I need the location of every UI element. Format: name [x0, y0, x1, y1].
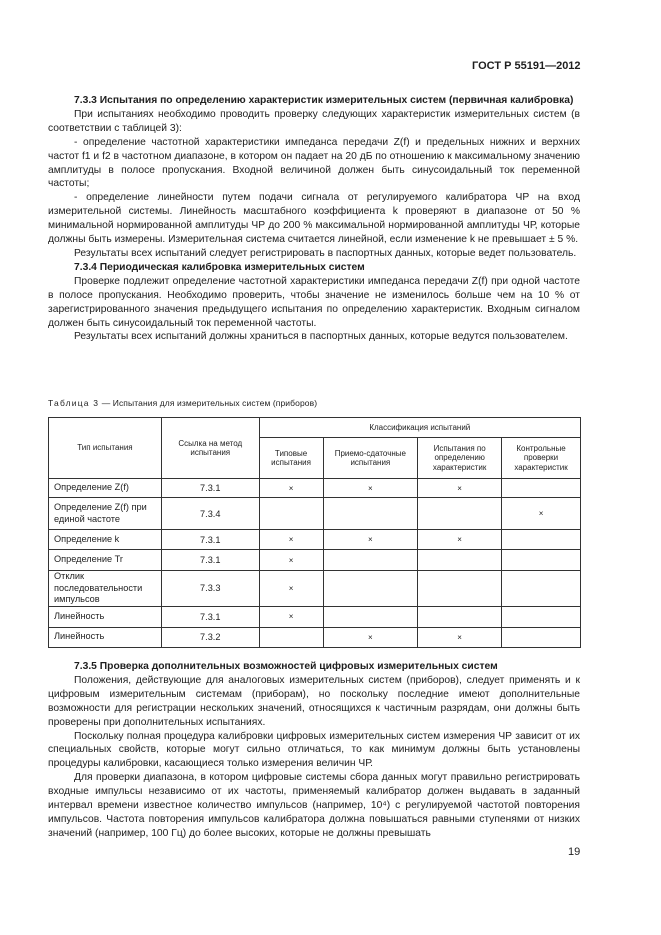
cell-mark: ×: [323, 530, 418, 550]
cell-mark: [259, 498, 323, 530]
header-method-ref: Ссылка на метод испытания: [161, 418, 259, 479]
header-characteristics: Испытания по определению характеристик: [418, 438, 502, 479]
paragraph: - определение линейности путем подачи сигнала от регулируемого калибратора ЧР на вход измерительной системы. Линейность масштабного коэффициента k проверяют в диапазоне от 50 % минимальной нормированной амплитуды ЧР до 200 % максимальной нормированной амплитуды ЧР, которые должны быть измерены. Измерительная система считается линейной, если изменение k не превышает ± 5 %.: [48, 192, 580, 246]
cell-mark: ×: [259, 530, 323, 550]
cell-mark: [418, 550, 502, 571]
cell-mark: ×: [323, 479, 418, 498]
cell-mark: [259, 627, 323, 647]
cell-mark: ×: [323, 627, 418, 647]
cell-mark: ×: [418, 530, 502, 550]
row-name: Отклик последовательности импульсов: [49, 571, 162, 607]
row-ref: 7.3.4: [161, 498, 259, 530]
paragraph: Проверке подлежит определение частотной характеристики импеданса передачи Z(f) при одной частоте в полосе пропускания. Необходимо проверить, чтобы значение не изменилось больше чем на 10 % от зарегистрированного значения предыдущего испытания по определению характеристик. Входным сигналом должен быть синусоидальный ток переменной частоты.: [48, 275, 580, 329]
cell-mark: [418, 498, 502, 530]
header-test-type: Тип испытания: [49, 418, 162, 479]
row-ref: 7.3.1: [161, 606, 259, 627]
header-classification: Классификация испытаний: [259, 418, 580, 438]
paragraph: Поскольку полная процедура калибровки цифровых измерительных систем измерения ЧР зависит от их специальных свойств, которые могут сильно отличаться, то как минимум должны быть установлены процедуры калибровки, касающиеся только измерения величин ЧР.: [48, 730, 580, 770]
row-name: Линейность: [49, 606, 162, 627]
cell-mark: ×: [259, 571, 323, 607]
cell-mark: ×: [502, 498, 581, 530]
paragraph: Результаты всех испытаний должны храниться в паспортных данных, которые ведутся пользователем.: [74, 331, 568, 343]
cell-mark: ×: [259, 479, 323, 498]
table-caption: [48, 398, 317, 408]
tests-table: [48, 417, 581, 648]
cell-mark: [418, 606, 502, 627]
section-heading: 7.3.5 Проверка дополнительных возможностей цифровых измерительных систем: [74, 661, 498, 672]
table-caption-text: — Испытания для измерительных систем (приборов): [101, 398, 318, 408]
cell-mark: [323, 550, 418, 571]
paragraph: Положения, действующие для аналоговых измерительных систем (приборов), следует применять и к цифровым измерительным системам (приборам), но поскольку последние имеют дополнительные возможности для регистрации нескольких значений, относящихся к частичным разрядам, они должны быть проверены при дополнительных испытаниях.: [48, 674, 580, 728]
cell-mark: [502, 479, 581, 498]
row-ref: 7.3.1: [161, 550, 259, 571]
table-row: [49, 627, 581, 647]
table-row: [49, 606, 581, 627]
table-row: [49, 550, 581, 571]
cell-mark: [502, 606, 581, 627]
table-row: [49, 498, 581, 530]
section-7-3-3: [48, 94, 580, 344]
cell-mark: ×: [259, 606, 323, 627]
row-name: Линейность: [49, 627, 162, 647]
paragraph: Результаты всех испытаний следует регистрировать в паспортных данных, которые ведет пользователь.: [74, 247, 577, 259]
row-name: Определение Tr: [49, 550, 162, 571]
cell-mark: ×: [418, 479, 502, 498]
cell-mark: [502, 550, 581, 571]
table-caption-label: Таблица 3: [48, 398, 100, 408]
table-row: [49, 530, 581, 550]
table-row: [49, 571, 581, 607]
cell-mark: [323, 571, 418, 607]
cell-mark: [502, 627, 581, 647]
table-row: [49, 479, 581, 498]
row-ref: 7.3.1: [161, 479, 259, 498]
row-name: Определение Z(f) при единой частоте: [49, 498, 162, 530]
header-typical: Типовые испытания: [259, 438, 323, 479]
cell-mark: ×: [418, 627, 502, 647]
paragraph: Для проверки диапазона, в котором цифровые системы сбора данных могут правильно регистрировать входные импульсы независимо от их частоты, применяемый калибратор должен выдавать в заданный интервал времени известное количество импульсов (например, 10⁴) с регулируемой частотой повторения импульсов. Частота повторения импульсов калибратора должна повышаться равными ступенями от низких значений (например, 100 Гц) до более высоких, которые не должны превышать: [48, 772, 580, 839]
cell-mark: [323, 606, 418, 627]
cell-mark: [323, 498, 418, 530]
row-name: Определение k: [49, 530, 162, 550]
paragraph: - определение частотной характеристики импеданса передачи Z(f) и предельных нижних и верхних частот f1 и f2 в частотном диапазоне, в котором он падает на 20 дБ по отношению к максимальному значению амплитуды в полосе пропускания. Входной величиной должен быть синусоидальный ток переменной частоты;: [48, 136, 580, 190]
section-heading: 7.3.3 Испытания по определению характеристик измерительных систем (первичная калибровка): [74, 95, 574, 106]
cell-mark: [502, 530, 581, 550]
row-ref: 7.3.2: [161, 627, 259, 647]
row-name: Определение Z(f): [49, 479, 162, 498]
header-acceptance: Приемо-сдаточные испытания: [323, 438, 418, 479]
cell-mark: ×: [259, 550, 323, 571]
standard-header: ГОСТ Р 55191—2012: [472, 60, 581, 72]
paragraph: При испытаниях необходимо проводить проверку следующих характеристик измерительных систем (в соответствии с таблицей 3):: [48, 108, 580, 134]
cell-mark: [502, 571, 581, 607]
section-heading: 7.3.4 Периодическая калибровка измерительных систем: [74, 261, 365, 273]
header-control: Контрольные проверки характеристик: [502, 438, 581, 479]
row-ref: 7.3.3: [161, 571, 259, 607]
section-7-3-5: [48, 660, 580, 841]
cell-mark: [418, 571, 502, 607]
row-ref: 7.3.1: [161, 530, 259, 550]
page-number: 19: [568, 846, 581, 858]
